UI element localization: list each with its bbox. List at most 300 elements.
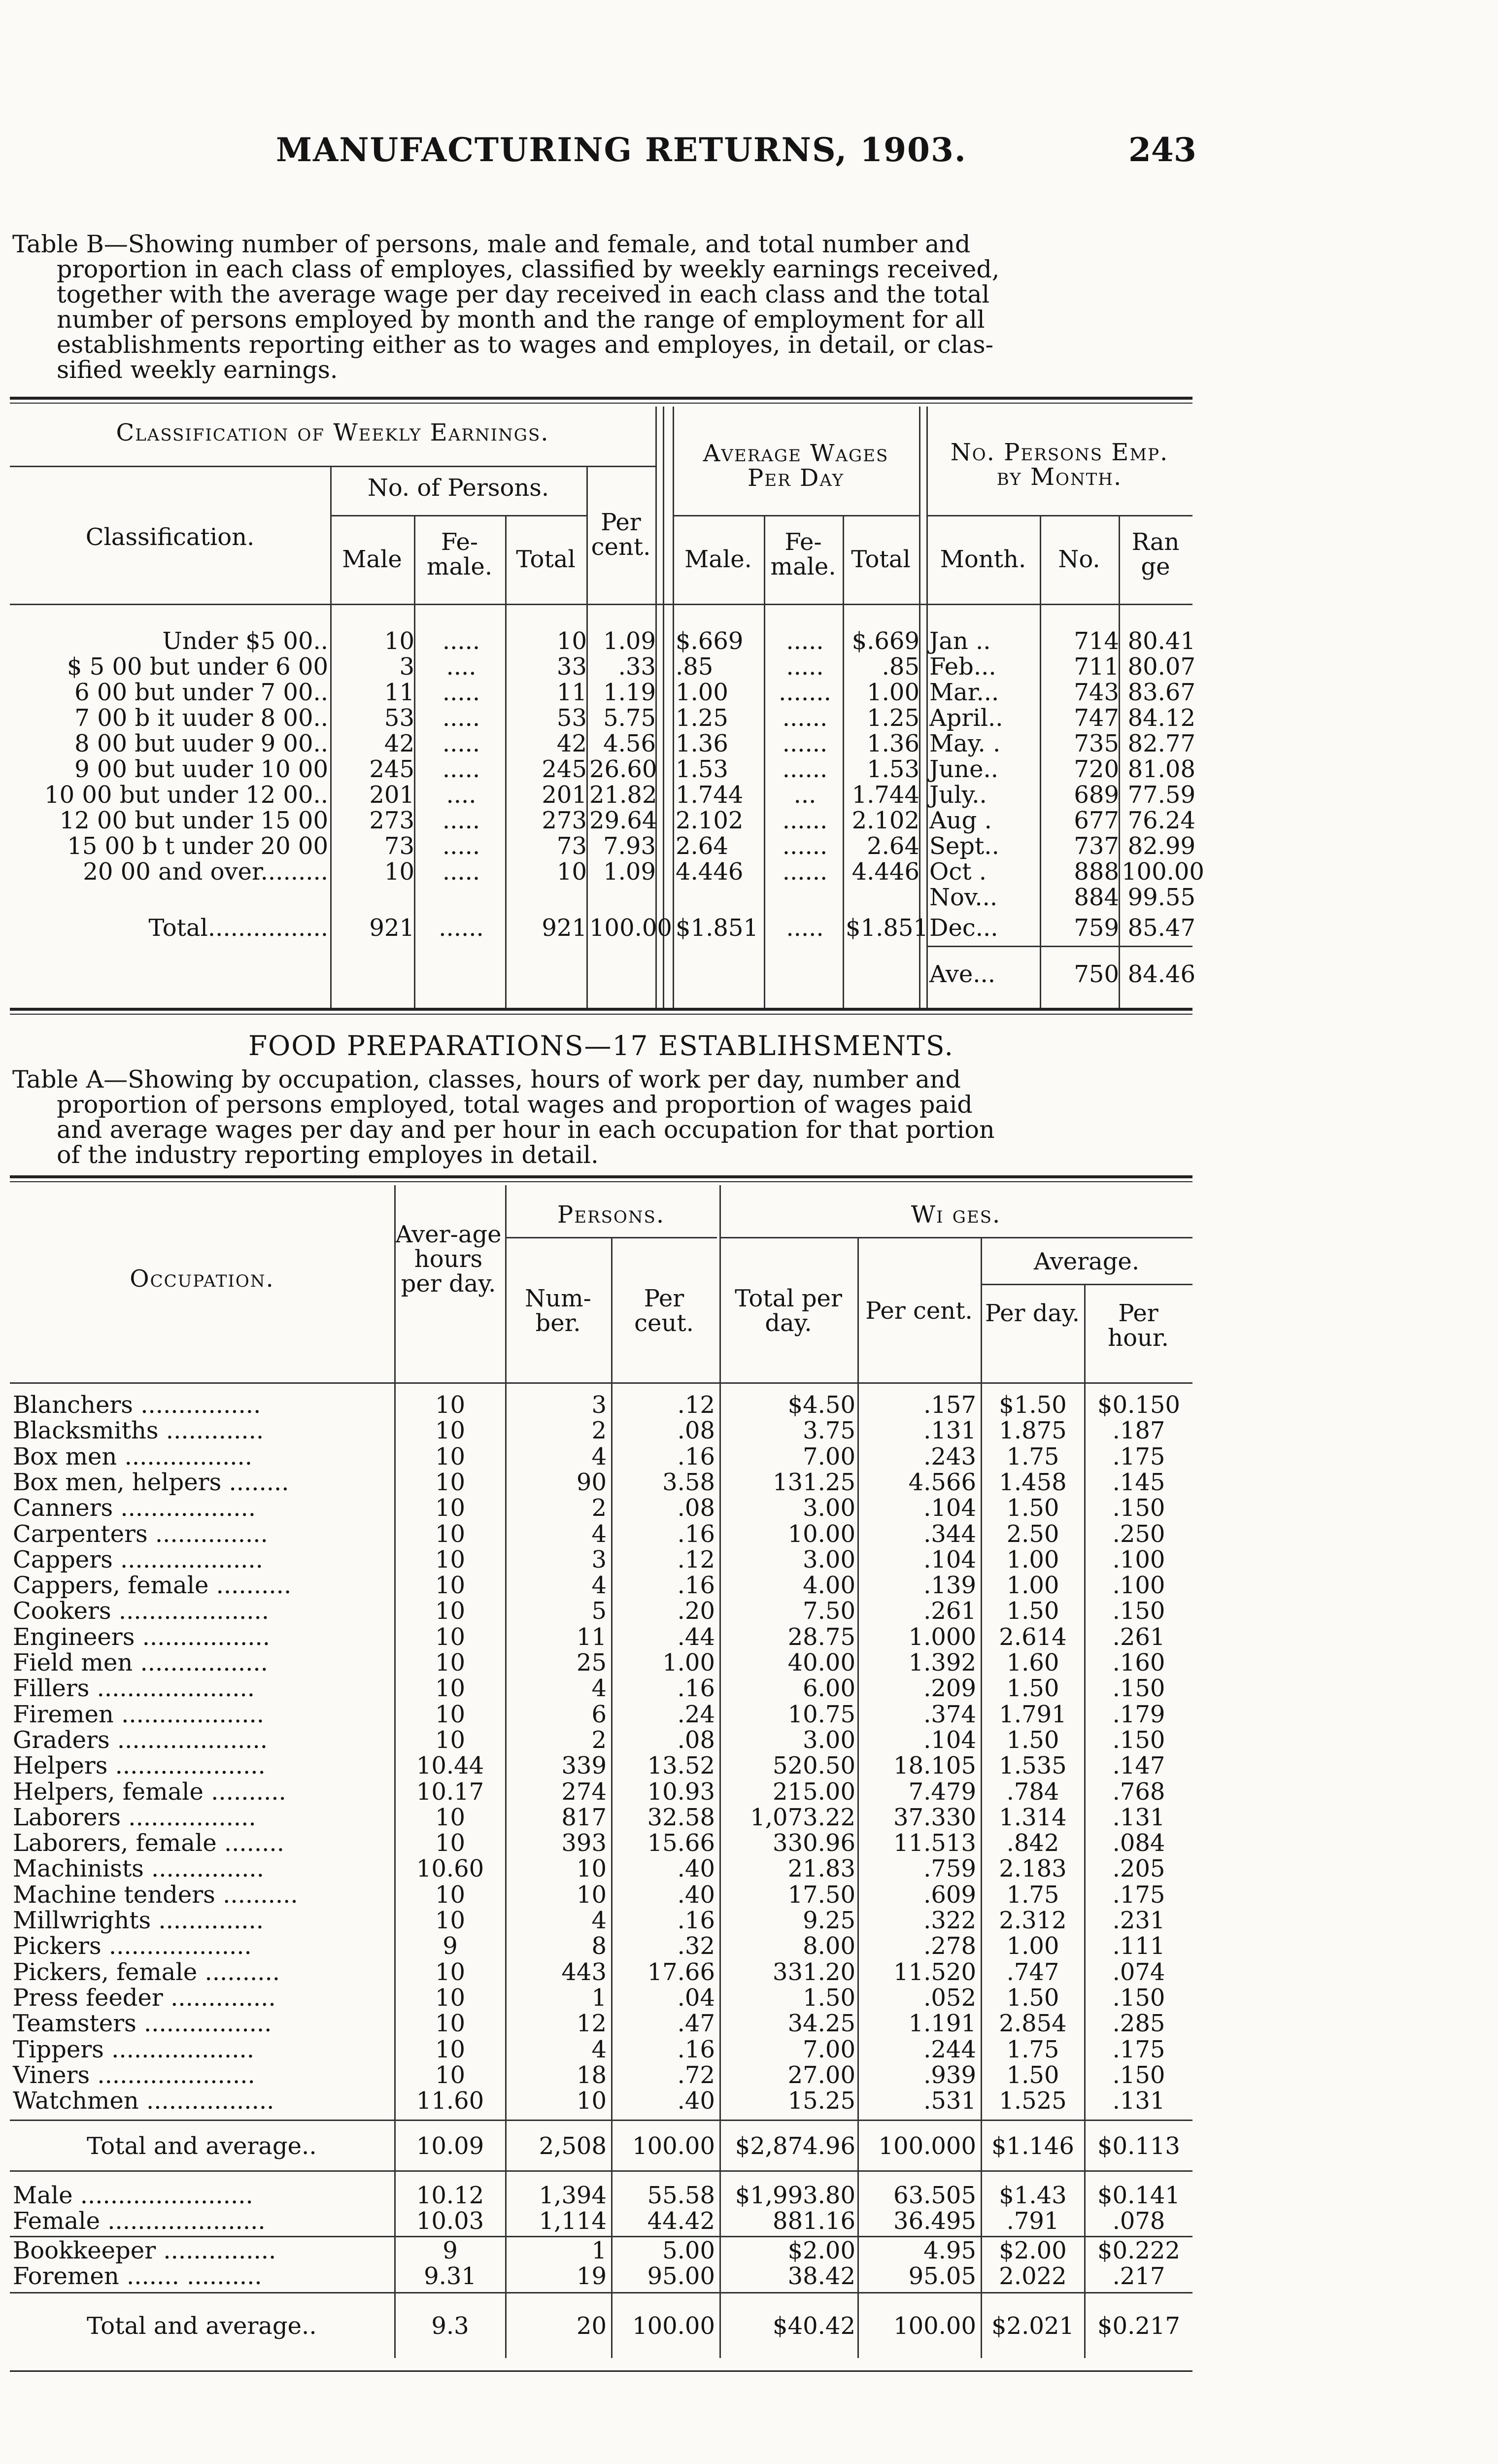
header-per-cent: Per cent. xyxy=(591,509,651,561)
cell-total: 21.83 xyxy=(787,1855,855,1882)
cell-total: 131.25 xyxy=(773,1469,855,1496)
cell-pct: .08 xyxy=(677,1417,715,1444)
cell-hours: 9.3 xyxy=(431,2312,469,2340)
cell-hours: 10.12 xyxy=(416,2182,484,2209)
cell-wpct: 100.000 xyxy=(878,2132,976,2160)
cell-occ: Cappers ................... xyxy=(13,1546,263,1574)
table-row xyxy=(10,1650,1192,1676)
header-average: Average. xyxy=(1033,1248,1140,1275)
cell-hours: 10 xyxy=(435,1520,466,1548)
cell-total: 33 xyxy=(556,653,587,681)
cell-month: Mar... xyxy=(929,679,999,706)
table-row xyxy=(10,2037,1192,2062)
cell-num: 393 xyxy=(561,1829,607,1857)
cell-female: ..... xyxy=(442,704,480,732)
cell-day: $1.146 xyxy=(991,2132,1074,2160)
cell-pct: .08 xyxy=(677,1726,715,1754)
cell-wpct: 7.479 xyxy=(908,1778,976,1806)
cell-total: $4.50 xyxy=(787,1391,855,1419)
cell-male: 201 xyxy=(369,781,414,809)
table-row xyxy=(10,807,1195,834)
cell-occ: Firemen ................... xyxy=(13,1701,264,1728)
cell-day: 1.75 xyxy=(1006,2036,1059,2063)
cell-range: 82.77 xyxy=(1127,730,1195,757)
cell-wf: ..... xyxy=(786,627,824,655)
cell-label: 10 00 but under 12 00.. xyxy=(44,781,328,809)
header-classification: Classification. xyxy=(85,523,255,551)
cell-total: 3.00 xyxy=(803,1546,855,1574)
cell-month: Nov... xyxy=(929,884,998,911)
cell-label: 9 00 but uuder 10 00 xyxy=(74,755,328,783)
cell-wpct: .374 xyxy=(923,1701,976,1728)
cell-wpct: 4.566 xyxy=(908,1469,976,1496)
cell-pct: 15.66 xyxy=(647,1829,715,1857)
cell-wpct: 11.520 xyxy=(893,1958,976,1986)
cell-hour: .150 xyxy=(1112,1984,1165,2012)
cell-female: ..... xyxy=(442,755,480,783)
cell-total: $40.42 xyxy=(773,2312,855,2340)
cell-num: 2 xyxy=(591,1494,607,1522)
cell-label: 6 00 but under 7 00.. xyxy=(74,679,328,706)
cell-female: ..... xyxy=(442,807,480,834)
cell-wpct: 4.95 xyxy=(923,2237,976,2264)
cell-wf: ...... xyxy=(782,858,828,886)
cell-num: 1 xyxy=(591,2237,607,2264)
cell-pct: .16 xyxy=(677,2036,715,2063)
cell-label: 8 00 but uuder 9 00.. xyxy=(74,730,328,757)
cell-total: 73 xyxy=(556,832,587,860)
cell-wpct: 95.05 xyxy=(908,2262,976,2290)
cell-num: 339 xyxy=(561,1752,607,1780)
cell-hour: .111 xyxy=(1112,1932,1165,1960)
cell-range: 84.46 xyxy=(1127,960,1195,988)
cell-label: 12 00 but under 15 00 xyxy=(59,807,328,834)
cell-day: 1.00 xyxy=(1006,1546,1059,1574)
cell-total: 215.00 xyxy=(773,1778,855,1806)
cell-hours: 10 xyxy=(435,1391,466,1419)
caption-line: Table B—Showing number of persons, male and female, and total number and xyxy=(12,230,971,258)
cell-total: 53 xyxy=(556,704,587,732)
cell-hours: 11.60 xyxy=(416,2087,484,2115)
cell-wpct: 18.105 xyxy=(893,1752,976,1780)
cell-day: 1.50 xyxy=(1006,1494,1059,1522)
cell-hours: 10 xyxy=(435,1572,466,1599)
cell-wpct: 1.191 xyxy=(908,2010,976,2037)
cell-day: $2.00 xyxy=(999,2237,1067,2264)
cell-occ: Blacksmiths ............. xyxy=(13,1417,264,1444)
caption-line: proportion of persons employed, total wages and proportion of wages paid xyxy=(57,1091,973,1119)
cell-day: 1.00 xyxy=(1006,1932,1059,1960)
table-row xyxy=(10,1495,1192,1521)
cell-pct: .16 xyxy=(677,1675,715,1702)
cell-total: 4.00 xyxy=(803,1572,855,1599)
cell-wf: ...... xyxy=(782,832,828,860)
cell-pct: 100.00 xyxy=(632,2132,715,2160)
header-occupation: Occupation. xyxy=(130,1265,274,1293)
cell-occ: Box men, helpers ........ xyxy=(13,1469,289,1496)
cell-pct: 7.93 xyxy=(603,832,656,860)
cell-hours: 10 xyxy=(435,1417,466,1444)
page-number: 243 xyxy=(1128,131,1196,169)
cell-no: 747 xyxy=(1074,704,1119,732)
cell-hours: 10 xyxy=(435,1494,466,1522)
cell-occ: Cappers, female .......... xyxy=(13,1572,292,1599)
cell-total: 273 xyxy=(542,807,587,834)
cell-male: 53 xyxy=(384,704,414,732)
cell-hour: $0.222 xyxy=(1097,2237,1180,2264)
cell-hour: $0.150 xyxy=(1097,1391,1180,1419)
cell-hours: 10.09 xyxy=(416,2132,484,2160)
table-row xyxy=(10,1547,1192,1573)
cell-hour: .261 xyxy=(1112,1623,1165,1651)
cell-pct: .24 xyxy=(677,1701,715,1728)
cell-day: 2.312 xyxy=(999,1907,1067,1934)
cell-total: 10 xyxy=(556,627,587,655)
table-row xyxy=(10,2088,1192,2114)
cell-num: 4 xyxy=(591,1572,607,1599)
cell-pct: .72 xyxy=(677,2061,715,2089)
cell-total: 10 xyxy=(556,858,587,886)
table-a xyxy=(10,1175,1192,2378)
header-total-per-day: Total per day. xyxy=(735,1285,842,1337)
cell-pct: 29.64 xyxy=(589,807,657,834)
section-title: FOOD PREPARATIONS—17 ESTABLIHSMENTS. xyxy=(248,1030,954,1061)
cell-no: 677 xyxy=(1074,807,1119,834)
cell-wpct: .322 xyxy=(923,1907,976,1934)
cell-wm: 1.25 xyxy=(676,704,728,732)
cell-total: 28.75 xyxy=(787,1623,855,1651)
cell-total: 6.00 xyxy=(803,1675,855,1702)
cell-day: 1.791 xyxy=(999,1701,1067,1728)
table-row xyxy=(10,781,1195,809)
header-by-month: by Month. xyxy=(996,463,1123,491)
table-row xyxy=(10,2011,1192,2036)
header-total: Total xyxy=(516,546,576,573)
cell-wpct: .157 xyxy=(923,1391,976,1419)
cell-pct: .04 xyxy=(677,1984,715,2012)
cell-day: 2.022 xyxy=(999,2262,1067,2290)
table-row xyxy=(10,1573,1192,1598)
cell-hours: 10 xyxy=(435,1469,466,1496)
average-row xyxy=(10,960,1195,988)
cell-hour: .147 xyxy=(1112,1752,1165,1780)
cell-wpct: .261 xyxy=(923,1597,976,1625)
cell-hours: 10.60 xyxy=(416,1855,484,1882)
cell-wf: ....... xyxy=(779,679,831,706)
caption-line: number of persons employed by month and the range of employment for all xyxy=(57,306,985,334)
cell-male: 10 xyxy=(384,858,414,886)
cell-occ: Machinists ............... xyxy=(13,1855,264,1882)
cell-wf: ... xyxy=(793,781,817,809)
cell-occ: Tippers ................... xyxy=(13,2036,254,2063)
cell-hour: .084 xyxy=(1112,1829,1165,1857)
cell-range: 85.47 xyxy=(1127,914,1195,942)
cell-occ: Viners ..................... xyxy=(13,2061,255,2089)
cell-hour: $0.113 xyxy=(1097,2132,1180,2160)
cell-day: 1.50 xyxy=(1006,1597,1059,1625)
cell-total: 3.00 xyxy=(803,1494,855,1522)
cell-range: 83.67 xyxy=(1127,679,1195,706)
cell-wpct: .131 xyxy=(923,1417,976,1444)
cell-hour: .150 xyxy=(1112,2061,1165,2089)
cell-hours: 10 xyxy=(435,1804,466,1831)
header-month: Month. xyxy=(940,546,1026,573)
cell-hour: .768 xyxy=(1112,1778,1165,1806)
cell-pct: .20 xyxy=(677,1597,715,1625)
cell-label: $ 5 00 but under 6 00 xyxy=(67,653,328,681)
cell-pct: .33 xyxy=(618,653,656,681)
header-wage-total: Total xyxy=(851,546,911,573)
cell-hours: 10 xyxy=(435,1443,466,1471)
cell-label: 15 00 b t under 20 00 xyxy=(67,832,328,860)
cell-hours: 10 xyxy=(435,1984,466,2012)
cell-day: .747 xyxy=(1006,1958,1059,1986)
cell-pct: 44.42 xyxy=(647,2207,715,2235)
cell-wpct: .139 xyxy=(923,1572,976,1599)
cell-total: 7.50 xyxy=(803,1597,855,1625)
cell-month: Jan .. xyxy=(929,627,991,655)
cell-pct: .08 xyxy=(677,1494,715,1522)
cell-female: ..... xyxy=(442,627,480,655)
cell-pct: .44 xyxy=(677,1623,715,1651)
caption-line: Table A—Showing by occupation, classes, hours of work per day, number and xyxy=(12,1065,961,1094)
cell-num: 3 xyxy=(591,1391,607,1419)
cell-occ: Canners .................. xyxy=(13,1494,256,1522)
cell-pct: 1.00 xyxy=(662,1649,715,1677)
cell-hours: 10 xyxy=(435,1597,466,1625)
cell-total: 1,073.22 xyxy=(750,1804,855,1831)
cell-female: ..... xyxy=(442,679,480,706)
total-row xyxy=(10,2313,1192,2339)
cell-hour: .131 xyxy=(1112,2087,1165,2115)
table-row xyxy=(10,653,1195,681)
cell-num: 4 xyxy=(591,1520,607,1548)
cell-pct: .40 xyxy=(677,2087,715,2115)
cell-wm: $1.851 xyxy=(676,914,758,942)
cell-pct: 5.00 xyxy=(662,2237,715,2264)
cell-wt: 1.36 xyxy=(867,730,919,757)
table-row xyxy=(10,1882,1192,1908)
rule xyxy=(10,1008,1192,1015)
cell-range: 84.12 xyxy=(1127,704,1195,732)
cell-day: $1.50 xyxy=(999,1391,1067,1419)
cell-range: 80.41 xyxy=(1127,627,1195,655)
table-row xyxy=(10,730,1195,757)
cell-no: 743 xyxy=(1074,679,1119,706)
cell-wm: 4.446 xyxy=(676,858,744,886)
cell-pct: .16 xyxy=(677,1907,715,1934)
cell-wpct: .244 xyxy=(923,2036,976,2063)
cell-no: 884 xyxy=(1074,884,1119,911)
cell-wm: 1.36 xyxy=(676,730,728,757)
header-avg-hours: Aver-age hours per day. xyxy=(395,1221,502,1298)
cell-pct: 1.09 xyxy=(603,858,656,886)
cell-hour: .160 xyxy=(1112,1649,1165,1677)
cell-wpct: 37.330 xyxy=(893,1804,976,1831)
cell-num: 8 xyxy=(591,1932,607,1960)
table-row xyxy=(10,858,1204,886)
table-row xyxy=(10,1908,1192,1933)
cell-label: Under $5 00.. xyxy=(162,627,328,655)
cell-wf: ..... xyxy=(786,914,824,942)
header-per-hour: Per hour. xyxy=(1108,1300,1169,1352)
caption-line: and average wages per day and per hour in each occupation for that portion xyxy=(57,1116,995,1144)
cell-hours: 10 xyxy=(435,1546,466,1574)
cell-hour: .217 xyxy=(1112,2262,1165,2290)
bookkeeper-row xyxy=(10,2238,1192,2263)
cell-total: 330.96 xyxy=(773,1829,855,1857)
table-b-caption xyxy=(12,232,1220,382)
cell-hour: .175 xyxy=(1112,2036,1165,2063)
cell-day: 1.535 xyxy=(999,1752,1067,1780)
cell-hour: .150 xyxy=(1112,1675,1165,1702)
cell-occ: Press feeder .............. xyxy=(13,1984,276,2012)
header-number: Num-ber. xyxy=(525,1285,591,1337)
cell-day: 1.00 xyxy=(1006,1572,1059,1599)
cell-label: 7 00 b it uuder 8 00.. xyxy=(74,704,328,732)
cell-num: 90 xyxy=(576,1469,607,1496)
cell-day: $2.021 xyxy=(991,2312,1074,2340)
cell-num: 10 xyxy=(576,2087,607,2115)
cell-male: 273 xyxy=(369,807,414,834)
cell-hours: 10 xyxy=(435,2036,466,2063)
cell-month: Aug . xyxy=(929,807,992,834)
cell-num: 817 xyxy=(561,1804,607,1831)
cell-hours: 10 xyxy=(435,2010,466,2037)
cell-pct: 55.58 xyxy=(647,2182,715,2209)
cell-male: 42 xyxy=(384,730,414,757)
cell-label: 20 00 and over......... xyxy=(83,858,328,886)
cell-num: 1,114 xyxy=(539,2207,607,2235)
cell-total: 245 xyxy=(542,755,587,783)
cell-occ: Cookers .................... xyxy=(13,1597,270,1625)
cell-pct: 1.09 xyxy=(603,627,656,655)
cell-range: 82.99 xyxy=(1127,832,1195,860)
header-persons-per-cent: Per ceut. xyxy=(634,1285,694,1337)
cell-occ: Male ....................... xyxy=(13,2182,253,2209)
header-no-persons: No. Persons Emp. xyxy=(950,439,1169,466)
cell-hour: .078 xyxy=(1112,2207,1165,2235)
table-row xyxy=(10,1418,1192,1443)
cell-wt: .85 xyxy=(882,653,919,681)
table-row xyxy=(10,1856,1192,1882)
cell-pct: .12 xyxy=(677,1546,715,1574)
cell-total: $2.00 xyxy=(787,2237,855,2264)
cell-day: 1.50 xyxy=(1006,1984,1059,2012)
cell-total: 3.00 xyxy=(803,1726,855,1754)
cell-month: July.. xyxy=(929,781,987,809)
header-per-day: Per day. xyxy=(985,1300,1080,1327)
cell-total: 520.50 xyxy=(773,1752,855,1780)
cell-day: 1.75 xyxy=(1006,1443,1059,1471)
page-header xyxy=(0,131,1498,170)
table-row xyxy=(10,1444,1192,1470)
cell-pct: 95.00 xyxy=(647,2262,715,2290)
cell-total: 7.00 xyxy=(803,1443,855,1471)
cell-male: 3 xyxy=(399,653,414,681)
cell-wt: 1.25 xyxy=(867,704,919,732)
cell-day: 1.314 xyxy=(999,1804,1067,1831)
cell-total: 9.25 xyxy=(803,1907,855,1934)
cell-male: 921 xyxy=(369,914,414,942)
cell-occ: Laborers ................. xyxy=(13,1804,256,1831)
cell-num: 5 xyxy=(591,1597,607,1625)
caption-line: sified weekly earnings. xyxy=(57,356,338,384)
cell-hour: .150 xyxy=(1112,1494,1165,1522)
table-row xyxy=(10,755,1195,783)
cell-wpct: .531 xyxy=(923,2087,976,2115)
table-row xyxy=(10,1779,1192,1805)
cell-range: 81.08 xyxy=(1127,755,1195,783)
cell-month: Oct . xyxy=(929,858,987,886)
cell-num: 18 xyxy=(576,2061,607,2089)
cell-month: June.. xyxy=(929,755,998,783)
cell-total: 1.50 xyxy=(803,1984,855,2012)
cell-total: 881.16 xyxy=(773,2207,855,2235)
cell-total: 8.00 xyxy=(803,1932,855,1960)
cell-num: 19 xyxy=(576,2262,607,2290)
cell-total: 921 xyxy=(542,914,587,942)
cell-range: 76.24 xyxy=(1127,807,1195,834)
total-row xyxy=(10,914,1195,942)
cell-total: 10.00 xyxy=(787,1520,855,1548)
cell-wpct: .243 xyxy=(923,1443,976,1471)
header-range: Ran ge xyxy=(1131,528,1180,581)
cell-pct: .32 xyxy=(677,1932,715,1960)
cell-pct: 13.52 xyxy=(647,1752,715,1780)
table-row xyxy=(10,1521,1192,1547)
cell-wpct: .278 xyxy=(923,1932,976,1960)
cell-total: 42 xyxy=(556,730,587,757)
cell-female: ..... xyxy=(442,858,480,886)
cell-wt: 4.446 xyxy=(851,858,919,886)
cell-hour: .179 xyxy=(1112,1701,1165,1728)
cell-day: 1.75 xyxy=(1006,1881,1059,1909)
table-b xyxy=(10,397,1204,1018)
cell-range: 77.59 xyxy=(1127,781,1195,809)
cell-hours: 10.44 xyxy=(416,1752,484,1780)
cell-range: 80.07 xyxy=(1127,653,1195,681)
cell-total: 3.75 xyxy=(803,1417,855,1444)
cell-total: 11 xyxy=(556,679,587,706)
cell-num: 4 xyxy=(591,1675,607,1702)
cell-day: 2.854 xyxy=(999,2010,1067,2037)
cell-no: 735 xyxy=(1074,730,1119,757)
cell-range: 99.55 xyxy=(1127,884,1195,911)
cell-day: $1.43 xyxy=(999,2182,1067,2209)
cell-total: 27.00 xyxy=(787,2061,855,2089)
cell-wpct: .052 xyxy=(923,1984,976,2012)
cell-wt: 1.00 xyxy=(867,679,919,706)
cell-occ: Box men ................. xyxy=(13,1443,252,1471)
cell-wpct: .209 xyxy=(923,1675,976,1702)
cell-wpct: 11.513 xyxy=(893,1829,976,1857)
header-persons: Persons. xyxy=(557,1201,665,1229)
cell-occ: Pickers ................... xyxy=(13,1932,252,1960)
cell-month: Feb... xyxy=(929,653,996,681)
cell-label: Total................ xyxy=(148,914,328,942)
table-row xyxy=(10,1702,1192,1727)
cell-male: 11 xyxy=(384,679,414,706)
cell-day: 2.614 xyxy=(999,1623,1067,1651)
cell-day: .791 xyxy=(1006,2207,1059,2235)
cell-month: April.. xyxy=(929,704,1003,732)
cell-no: 750 xyxy=(1074,960,1119,988)
cell-total: 17.50 xyxy=(787,1881,855,1909)
cell-hour: .150 xyxy=(1112,1597,1165,1625)
cell-num: 10 xyxy=(576,1881,607,1909)
table-row xyxy=(10,1933,1192,1959)
